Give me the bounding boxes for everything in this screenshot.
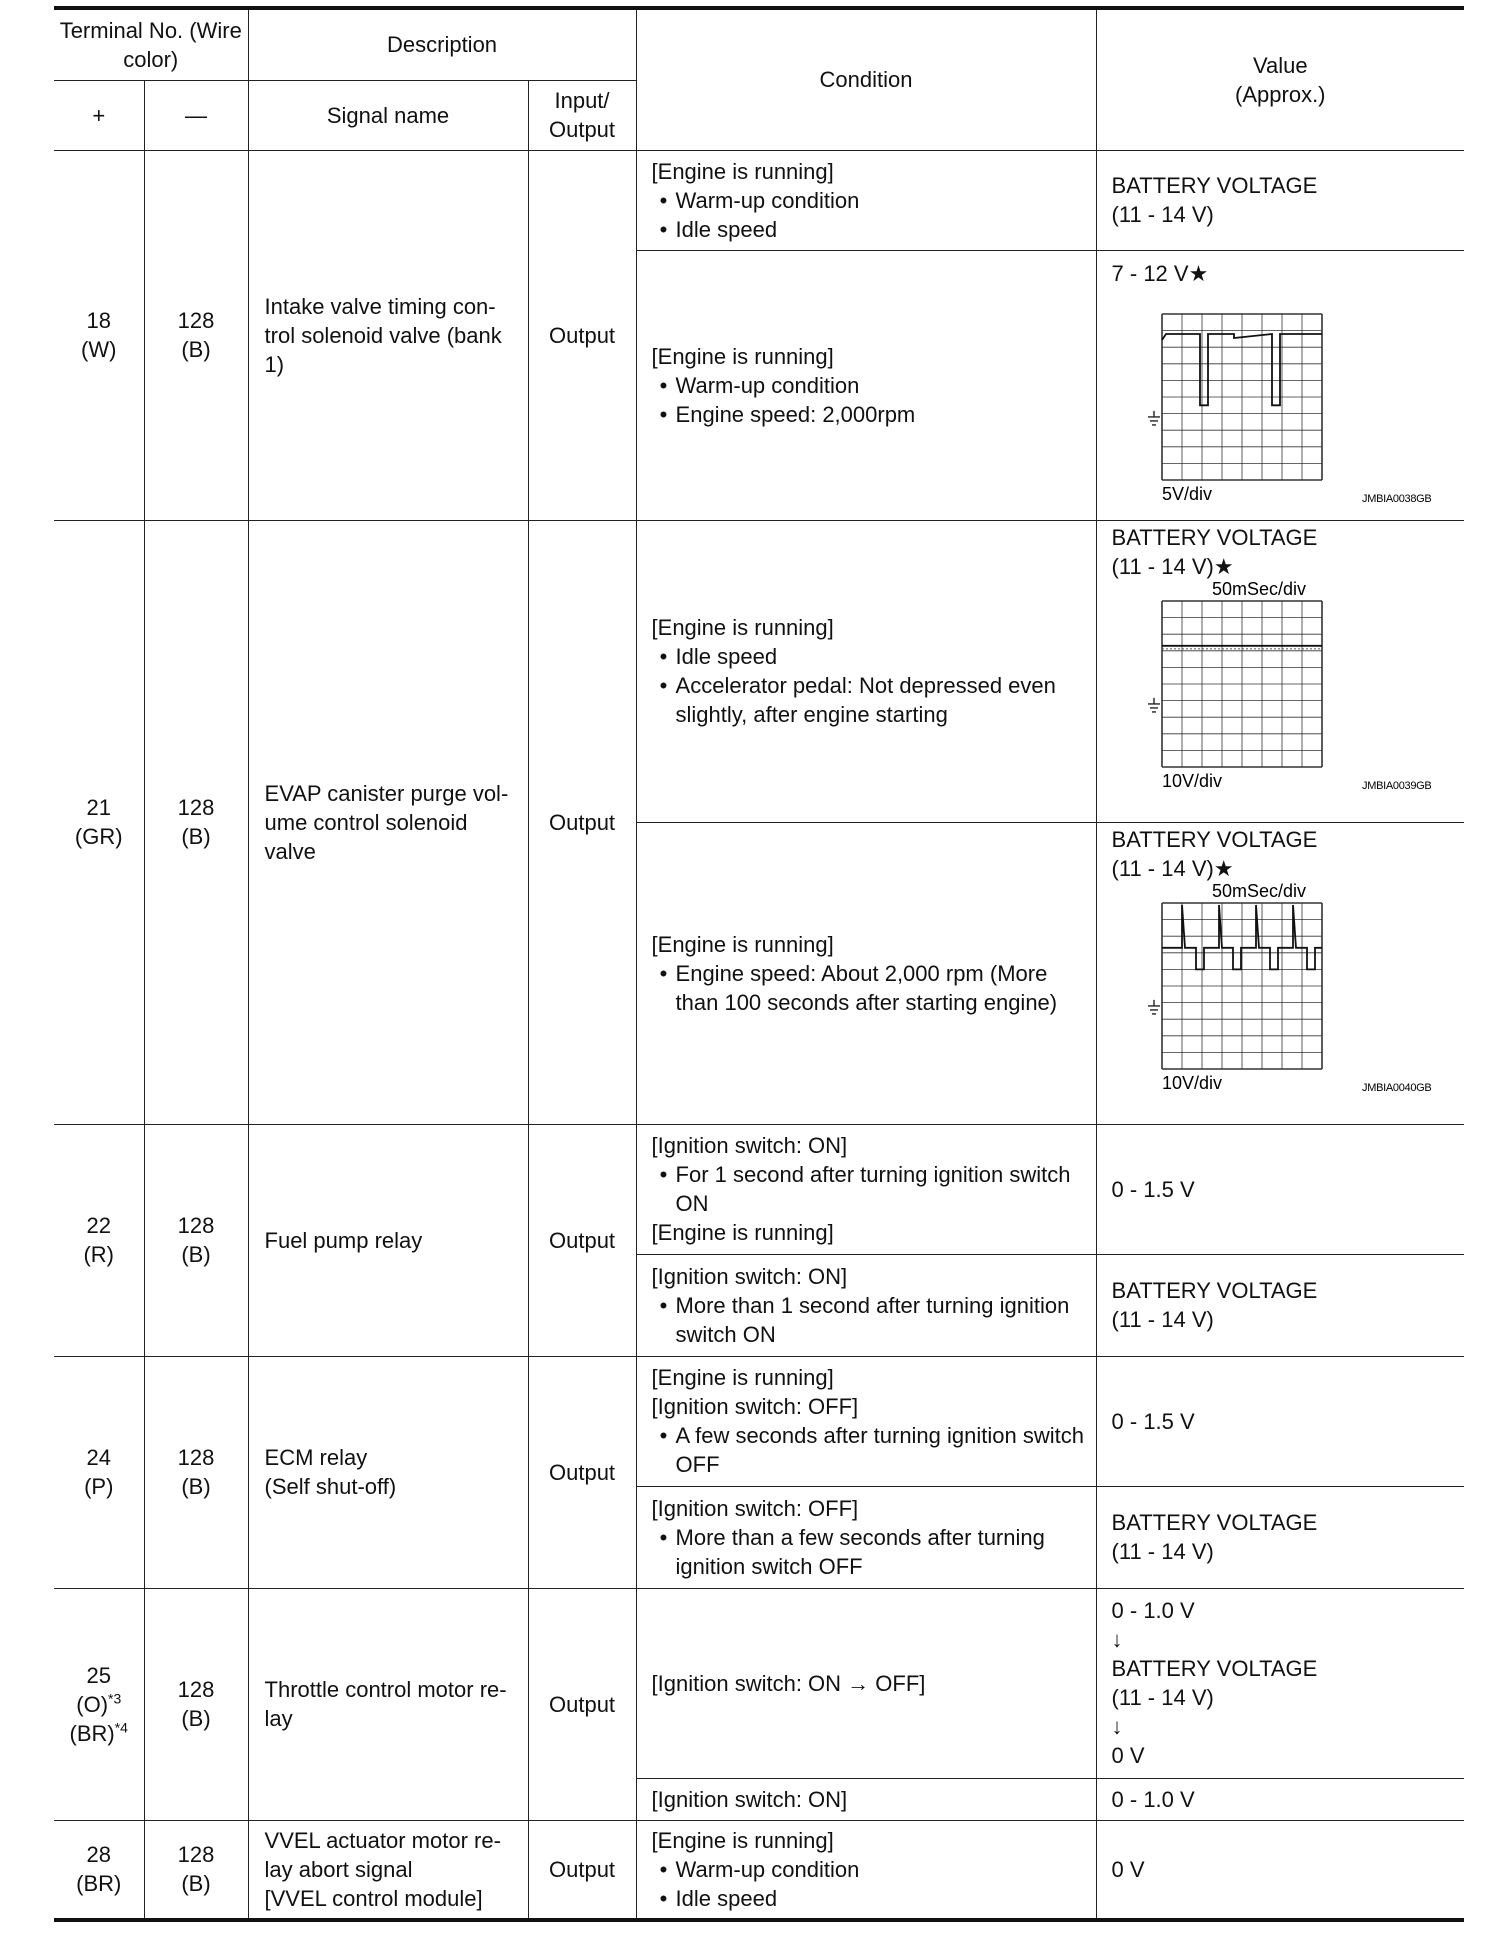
value-cell: 0 V: [1096, 1820, 1464, 1920]
header-terminal: Terminal No. (Wire color): [54, 8, 248, 80]
condition-cell: [Ignition switch: ON] • For 1 second after turning ignition switch ON [Engine is running]: [636, 1124, 1096, 1254]
value-cell: 0 - 1.0 V: [1096, 1778, 1464, 1820]
io-cell: Output: [528, 1124, 636, 1356]
header-signal-name: Signal name: [248, 80, 528, 150]
header-minus: —: [144, 80, 248, 150]
terminal-plus: 25 $(O)^{*3}$ (BR)$^{*4}$: [54, 1588, 144, 1820]
condition-cell: [Engine is running] • Engine speed: About 2,000 rpm (More than 100 seconds after starting engine): [636, 822, 1096, 1124]
io-cell: Output: [528, 1588, 636, 1820]
signal-name: Throttle control motor re-lay: [248, 1588, 528, 1820]
oscilloscope-waveform: [1112, 294, 1465, 504]
signal-name: EVAP canister purge vol-ume control solenoid valve: [248, 520, 528, 1124]
figure-code: JMBIA0039GB: [1361, 779, 1431, 791]
value-cell: BATTERY VOLTAGE (11 - 14 V)★ 50mSec/div 10V/div JMBIA0039GB: [1096, 520, 1464, 822]
io-cell: Output: [528, 520, 636, 1124]
value-cell: BATTERY VOLTAGE (11 - 14 V): [1096, 1486, 1464, 1588]
scale-label: 5V/div: [1161, 483, 1212, 504]
terminal-minus: 128 (B): [144, 1124, 248, 1356]
io-cell: Output: [528, 150, 636, 520]
signal-name: ECM relay (Self shut-off): [248, 1356, 528, 1588]
scope-grid: [1162, 314, 1322, 480]
condition-cell: [Ignition switch: ON]: [636, 1778, 1096, 1820]
value-cell: BATTERY VOLTAGE (11 - 14 V): [1096, 150, 1464, 250]
scale-label: 50mSec/div: [1211, 580, 1306, 599]
scope-grid: [1162, 601, 1322, 767]
header-plus: +: [54, 80, 144, 150]
condition-cell: [Engine is running] • Warm-up condition • Idle speed: [636, 1820, 1096, 1920]
terminal-plus: 22 (R): [54, 1124, 144, 1356]
value-cell: 0 - 1.5 V: [1096, 1356, 1464, 1486]
terminal-plus: 21 (GR): [54, 520, 144, 1124]
header-io: Input/ Output: [528, 80, 636, 150]
terminal-minus: 128 (B): [144, 1588, 248, 1820]
value-cell: BATTERY VOLTAGE (11 - 14 V)★ 50mSec/div 10V/div JMBIA0040GB: [1096, 822, 1464, 1124]
condition-cell: [Engine is running] • Idle speed • Accelerator pedal: Not depressed even slightly, after engine starting: [636, 520, 1096, 822]
terminal-plus: 24 (P): [54, 1356, 144, 1588]
value-cell: BATTERY VOLTAGE (11 - 14 V): [1096, 1254, 1464, 1356]
figure-code: JMBIA0040GB: [1361, 1081, 1431, 1093]
value-cell: 0 - 1.5 V: [1096, 1124, 1464, 1254]
condition-cell: [Ignition switch: OFF] • More than a few seconds after turning ignition switch OFF: [636, 1486, 1096, 1588]
terminal-plus: 18 (W): [54, 150, 144, 520]
condition-cell: [Engine is running] • Warm-up condition • Engine speed: 2,000rpm: [636, 250, 1096, 520]
header-description: Description: [248, 8, 636, 80]
io-cell: Output: [528, 1820, 636, 1920]
scale-label: 10V/div: [1161, 770, 1222, 791]
signal-name: VVEL actuator motor re- lay abort signal [VVEL control module]: [248, 1820, 528, 1920]
terminal-minus: 128 (B): [144, 150, 248, 520]
terminal-table: [54, 6, 1464, 1922]
scope-grid: [1162, 903, 1322, 1069]
header-condition: Condition: [636, 8, 1096, 150]
terminal-minus: 128 (B): [144, 1820, 248, 1920]
value-cell: 7 - 12 V★ JMBIA0038GB 5V/div: [1096, 250, 1464, 520]
scale-label: 50mSec/div: [1211, 882, 1306, 901]
ground-icon: [1148, 697, 1160, 711]
io-cell: Output: [528, 1356, 636, 1588]
signal-name: Fuel pump relay: [248, 1124, 528, 1356]
condition-cell: [Engine is running] • Warm-up condition • Idle speed: [636, 150, 1096, 250]
terminal-minus: 128 (B): [144, 520, 248, 1124]
terminal-minus: 128 (B): [144, 1356, 248, 1588]
signal-name: Intake valve timing con-trol solenoid valve (bank 1): [248, 150, 528, 520]
condition-cell: [Ignition switch: ON] • More than 1 second after turning ignition switch ON: [636, 1254, 1096, 1356]
value-cell: 0 - 1.0 V ↓ BATTERY VOLTAGE (11 - 14 V) ↓ 0 V: [1096, 1588, 1464, 1778]
condition-cell: [Ignition switch: ON → OFF]: [636, 1588, 1096, 1778]
figure-code: JMBIA0038GB: [1361, 492, 1431, 504]
condition-cell: [Engine is running] [Ignition switch: OFF] • A few seconds after turning ignition switch OFF: [636, 1356, 1096, 1486]
scale-label: 10V/div: [1161, 1072, 1222, 1093]
oscilloscope-waveform: [1112, 581, 1465, 791]
ground-icon: [1148, 410, 1160, 424]
terminal-plus: 28 (BR): [54, 1820, 144, 1920]
ground-icon: [1148, 999, 1160, 1013]
oscilloscope-waveform: [1112, 883, 1465, 1093]
header-value: Value (Approx.): [1096, 8, 1464, 150]
